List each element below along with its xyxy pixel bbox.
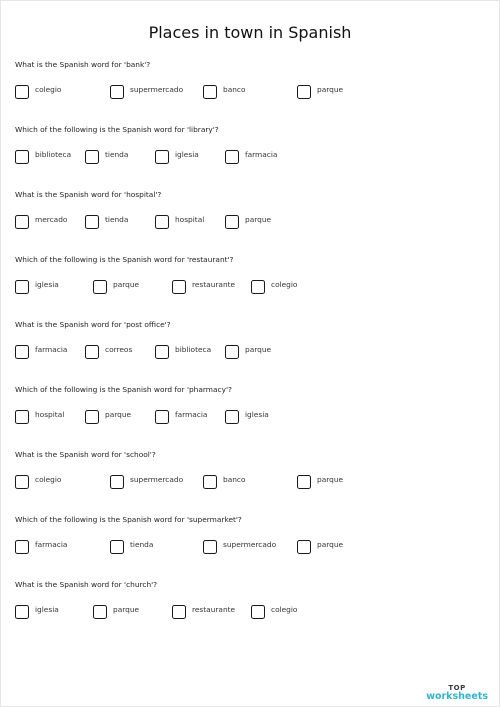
answer-option-label: supermercado	[130, 85, 184, 94]
answer-option-label: tienda	[105, 215, 129, 224]
answer-option-label: farmacia	[35, 540, 68, 549]
answer-checkbox[interactable]	[110, 540, 124, 554]
answer-checkbox[interactable]	[225, 410, 239, 424]
answer-option-label: supermercado	[223, 540, 277, 549]
answer-option-label: mercado	[35, 215, 68, 224]
question-text: What is the Spanish word for 'bank'?	[15, 60, 151, 69]
answer-checkbox[interactable]	[297, 475, 311, 489]
answer-checkbox[interactable]	[85, 345, 99, 359]
answer-checkbox[interactable]	[15, 345, 29, 359]
answer-option-label: parque	[245, 215, 272, 224]
question-text: Which of the following is the Spanish word for 'library'?	[15, 125, 219, 134]
answer-checkbox[interactable]	[15, 280, 29, 294]
answer-option-label: banco	[223, 475, 246, 484]
answer-checkbox[interactable]	[297, 540, 311, 554]
answer-checkbox[interactable]	[15, 215, 29, 229]
answer-option-label: tienda	[130, 540, 154, 549]
answer-option-label: iglesia	[35, 605, 59, 614]
answer-checkbox[interactable]	[225, 215, 239, 229]
answer-checkbox[interactable]	[93, 605, 107, 619]
answer-checkbox[interactable]	[155, 345, 169, 359]
question-text: What is the Spanish word for 'school'?	[15, 450, 156, 459]
answer-checkbox[interactable]	[110, 475, 124, 489]
answer-checkbox[interactable]	[15, 475, 29, 489]
answer-checkbox[interactable]	[85, 150, 99, 164]
answer-checkbox[interactable]	[172, 280, 186, 294]
answer-option-label: hospital	[35, 410, 65, 419]
page-title: Places in town in Spanish	[148, 23, 352, 42]
answer-option-label: iglesia	[245, 410, 269, 419]
question-text: What is the Spanish word for 'church'?	[15, 580, 158, 589]
answer-option-label: colegio	[271, 280, 298, 289]
answer-checkbox[interactable]	[172, 605, 186, 619]
answer-option-label: supermercado	[130, 475, 184, 484]
answer-option-label: colegio	[35, 85, 62, 94]
answer-option-label: hospital	[175, 215, 205, 224]
answer-option-label: colegio	[271, 605, 298, 614]
question-text: Which of the following is the Spanish word for 'restaurant'?	[15, 255, 234, 264]
answer-checkbox[interactable]	[251, 280, 265, 294]
answer-checkbox[interactable]	[15, 410, 29, 424]
answer-option-label: parque	[113, 605, 140, 614]
answer-checkbox[interactable]	[15, 150, 29, 164]
answer-checkbox[interactable]	[85, 215, 99, 229]
answer-option-label: colegio	[35, 475, 62, 484]
answer-checkbox[interactable]	[203, 540, 217, 554]
answer-checkbox[interactable]	[155, 215, 169, 229]
answer-checkbox[interactable]	[155, 150, 169, 164]
answer-checkbox[interactable]	[15, 605, 29, 619]
answer-option-label: iglesia	[35, 280, 59, 289]
answer-option-label: iglesia	[175, 150, 199, 159]
answer-option-label: parque	[113, 280, 140, 289]
question-text: What is the Spanish word for 'hospital'?	[15, 190, 162, 199]
answer-option-label: biblioteca	[175, 345, 212, 354]
brand-top-text: TOP	[448, 683, 466, 692]
answer-checkbox[interactable]	[203, 85, 217, 99]
answer-option-label: biblioteca	[35, 150, 72, 159]
answer-checkbox[interactable]	[203, 475, 217, 489]
brand-bottom-text: worksheets	[426, 690, 488, 702]
answer-option-label: parque	[105, 410, 132, 419]
brand-logo	[426, 685, 488, 702]
answer-option-label: farmacia	[35, 345, 68, 354]
answer-option-label: banco	[223, 85, 246, 94]
answer-option-label: correos	[105, 345, 133, 354]
answer-option-label: restaurante	[192, 280, 236, 289]
answer-checkbox[interactable]	[15, 85, 29, 99]
question-text: Which of the following is the Spanish word for 'supermarket'?	[15, 515, 242, 524]
answer-checkbox[interactable]	[85, 410, 99, 424]
answer-checkbox[interactable]	[225, 150, 239, 164]
answer-option-label: parque	[317, 475, 344, 484]
answer-option-label: restaurante	[192, 605, 236, 614]
question-text: What is the Spanish word for 'post office'?	[15, 320, 171, 329]
answer-checkbox[interactable]	[93, 280, 107, 294]
answer-option-label: farmacia	[245, 150, 278, 159]
answer-checkbox[interactable]	[15, 540, 29, 554]
question-text: Which of the following is the Spanish word for 'pharmacy'?	[15, 385, 232, 394]
answer-checkbox[interactable]	[297, 85, 311, 99]
answer-option-label: parque	[317, 540, 344, 549]
answer-option-label: parque	[317, 85, 344, 94]
answer-option-label: parque	[245, 345, 272, 354]
answer-checkbox[interactable]	[251, 605, 265, 619]
answer-checkbox[interactable]	[225, 345, 239, 359]
answer-checkbox[interactable]	[155, 410, 169, 424]
answer-checkbox[interactable]	[110, 85, 124, 99]
answer-option-label: farmacia	[175, 410, 208, 419]
answer-option-label: tienda	[105, 150, 129, 159]
